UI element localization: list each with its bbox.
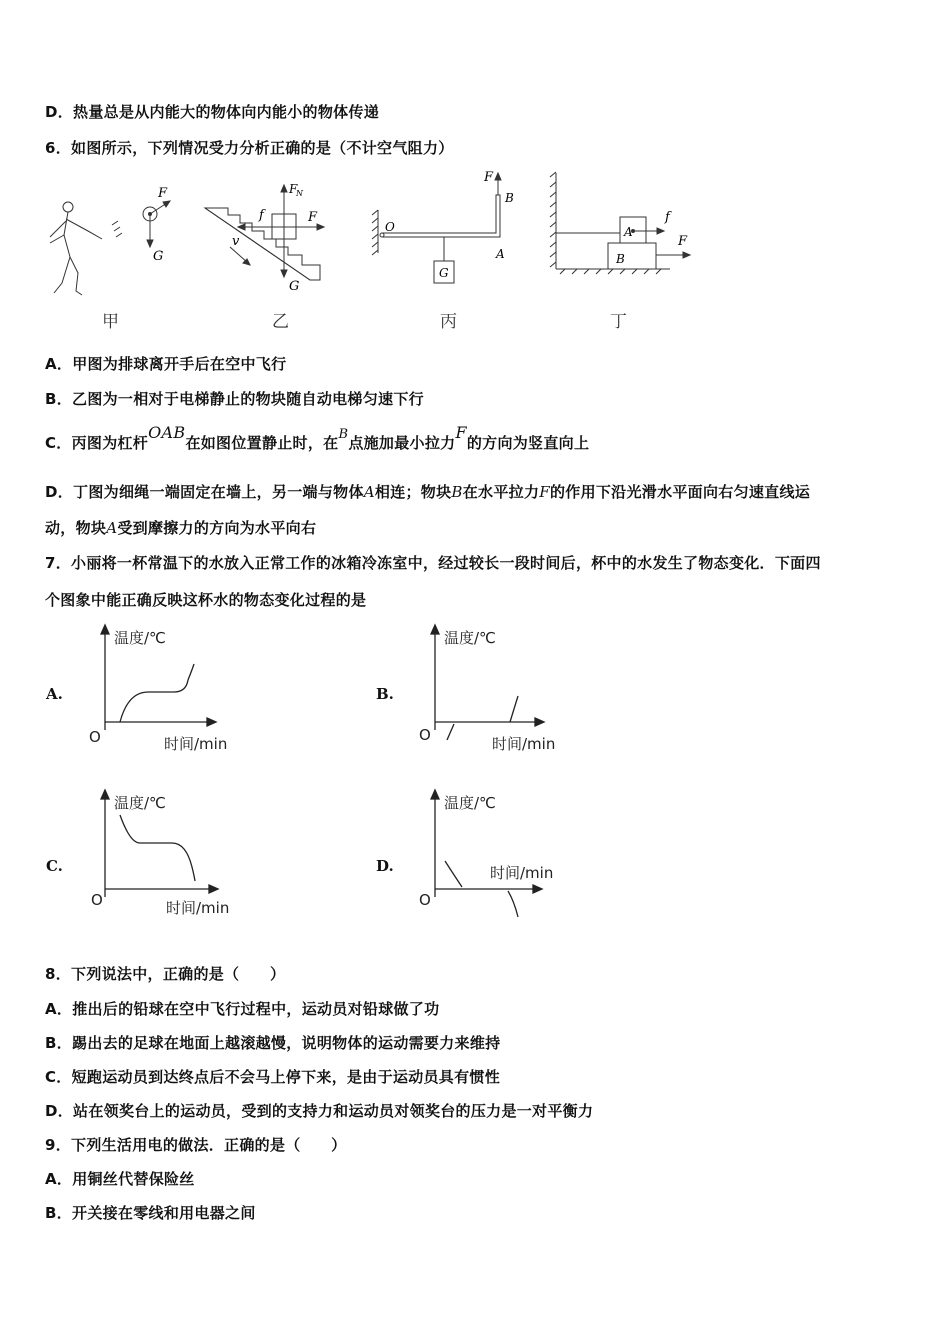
graph-c-xlabel: 时间/min xyxy=(166,899,230,917)
q6-d-f: F xyxy=(539,483,550,501)
q7-option-a-label: A. xyxy=(46,685,63,703)
q7-graph-b xyxy=(410,620,580,755)
graph-a-xlabel: 时间/min xyxy=(164,735,228,753)
q6-option-c xyxy=(45,423,590,453)
q9-option-b: B．开关接在零线和用电器之间 xyxy=(45,1204,256,1222)
q6-d-text-1: D．丁图为细绳一端固定在墙上，另一端与物体 xyxy=(45,483,364,501)
yi-f: f xyxy=(259,208,264,223)
q7-option-b-label: B. xyxy=(376,685,394,703)
q6-d-text-6: 受到摩擦力的方向为水平向右 xyxy=(117,519,317,537)
ding-B: B xyxy=(616,252,625,266)
graph-b-origin: O xyxy=(419,726,431,744)
graph-a-ylabel: 温度/℃ xyxy=(114,629,166,647)
graph-c-ylabel: 温度/℃ xyxy=(114,794,166,812)
q6-figures xyxy=(40,165,720,340)
graph-d-curve1 xyxy=(445,861,462,887)
graph-d-xlabel: 时间/min xyxy=(490,864,554,882)
graph-b-seg2 xyxy=(510,696,518,722)
ding-F: F xyxy=(678,234,688,249)
q6-d-a2: A xyxy=(106,519,118,537)
graph-d-ylabel: 温度/℃ xyxy=(444,794,496,812)
bing-B: B xyxy=(505,191,514,205)
q6-option-d-line1 xyxy=(45,481,810,502)
graph-a-curve xyxy=(120,664,194,722)
figure-jia xyxy=(50,201,170,295)
graph-b-xlabel: 时间/min xyxy=(492,735,556,753)
q8-stem: 8．下列说法中，正确的是（ ） xyxy=(45,965,286,983)
jia-G: G xyxy=(153,249,164,264)
ding-caption: 丁 xyxy=(610,312,627,332)
figure-yi xyxy=(205,185,324,280)
yi-G: G xyxy=(289,279,300,294)
q6-c-text-1: C．丙图为杠杆 xyxy=(45,434,149,452)
bing-O: O xyxy=(385,220,395,234)
ding-f: f xyxy=(665,210,670,225)
q6-c-text-2: 在如图位置静止时，在 xyxy=(185,434,339,452)
q6-c-text-3: 点施加最小拉力 xyxy=(348,434,456,452)
jia-F: F xyxy=(158,186,168,201)
q7-stem-line1: 7．小丽将一杯常温下的水放入正常工作的冰箱冷冻室中，经过较长一段时间后，杯中的水发生了物态变化．下面四 xyxy=(45,554,821,572)
yi-force-F: F xyxy=(308,210,318,225)
q7-option-d-label: D. xyxy=(376,857,394,875)
q9-stem: 9．下列生活用电的做法．正确的是（ ） xyxy=(45,1136,347,1154)
graph-a-origin: O xyxy=(89,728,101,746)
q7-graph-c xyxy=(80,785,250,920)
bing-A: A xyxy=(496,247,505,261)
graph-d-origin: O xyxy=(419,891,431,909)
yi-v: v xyxy=(232,234,240,249)
q6-d-b: B xyxy=(451,483,463,501)
q7-graph-a xyxy=(80,620,250,755)
q6-option-b: B．乙图为一相对于电梯静止的物块随自动电梯匀速下行 xyxy=(45,390,424,408)
q8-option-d: D．站在领奖台上的运动员，受到的支持力和运动员对领奖台的压力是一对平衡力 xyxy=(45,1102,594,1120)
q6-c-b: B xyxy=(338,427,349,442)
q6-option-d-line2 xyxy=(45,517,316,538)
graph-b-seg1 xyxy=(447,724,454,740)
q6-d-text-4: 的作用下沿光滑水平面向右匀速直线运 xyxy=(549,483,811,501)
bing-G: G xyxy=(439,266,449,280)
q8-option-a: A．推出后的铅球在空中飞行过程中，运动员对铅球做了功 xyxy=(45,1000,440,1018)
q7-stem-line2: 个图象中能正确反映这杯水的物态变化过程的是 xyxy=(45,591,367,609)
q6-d-a: A xyxy=(363,483,375,501)
q6-d-text-3: 在水平拉力 xyxy=(462,483,540,501)
yi-N: N xyxy=(296,189,303,198)
jia-caption: 甲 xyxy=(102,312,119,332)
bing-caption: 丙 xyxy=(440,312,457,332)
q5-option-d: D．热量总是从内能大的物体向内能小的物体传递 xyxy=(45,103,380,121)
graph-b-ylabel: 温度/℃ xyxy=(444,629,496,647)
yi-F: F xyxy=(289,182,298,196)
q8-option-c: C．短跑运动员到达终点后不会马上停下来，是由于运动员具有惯性 xyxy=(45,1068,501,1086)
q8-option-b: B．踢出去的足球在地面上越滚越慢，说明物体的运动需要力来维持 xyxy=(45,1034,501,1052)
graph-c-origin: O xyxy=(91,891,103,909)
q6-d-text-5: 动，物块 xyxy=(45,519,107,537)
q6-option-a: A．甲图为排球离开手后在空中飞行 xyxy=(45,355,287,373)
graph-c-curve xyxy=(120,815,195,881)
q9-option-a: A．用铜丝代替保险丝 xyxy=(45,1170,195,1188)
q6-c-oab: OAB xyxy=(148,423,186,442)
q7-option-c-label: C. xyxy=(46,857,63,875)
q6-d-text-2: 相连；物块 xyxy=(374,483,452,501)
q6-c-f: F xyxy=(455,423,467,442)
q7-graph-d xyxy=(410,785,580,925)
bing-F: F xyxy=(484,170,494,185)
q6-c-text-4: 的方向为竖直向上 xyxy=(466,434,590,452)
yi-caption: 乙 xyxy=(272,312,289,332)
q6-stem: 6．如图所示，下列情况受力分析正确的是（不计空气阻力） xyxy=(45,139,454,157)
ding-A: A xyxy=(624,225,633,239)
graph-d-curve2 xyxy=(508,891,518,917)
